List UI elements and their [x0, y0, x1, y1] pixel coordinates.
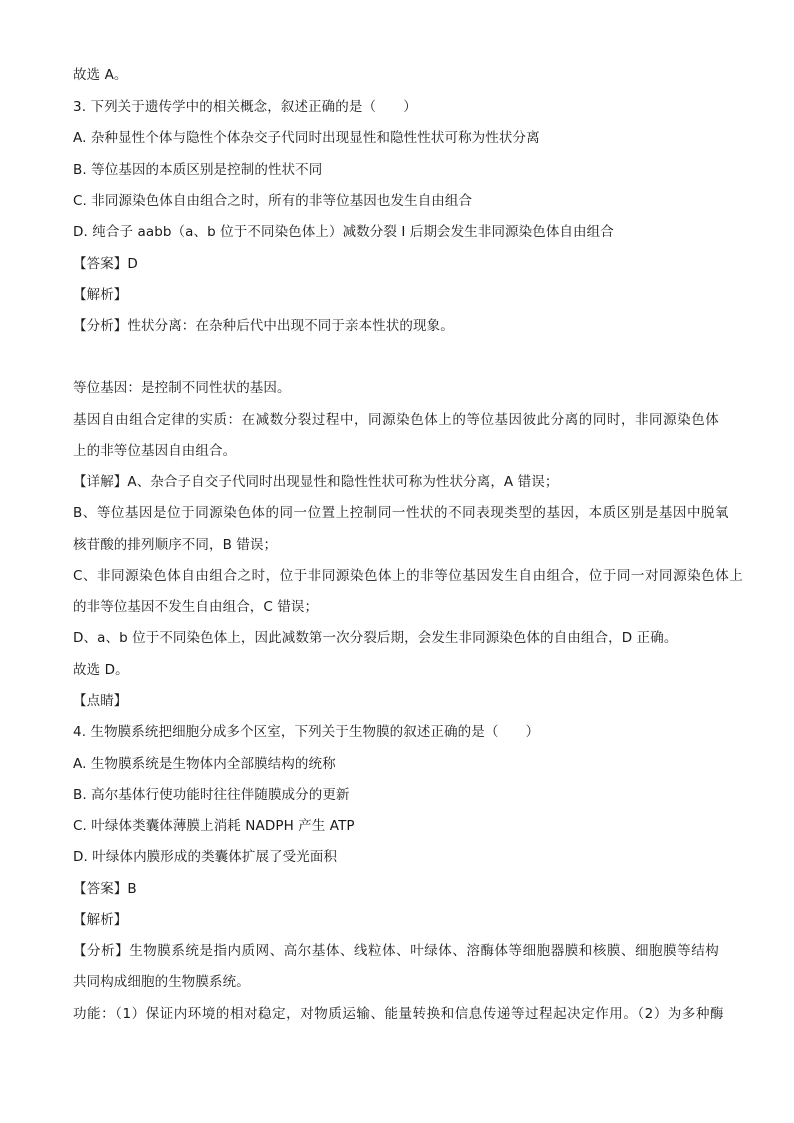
question-3-stem: 3. 下列关于遗传学中的相关概念，叙述正确的是（ ）: [73, 99, 417, 115]
detail-explanation-a: 【详解】A、杂合子自交子代同时出现显性和隐性性状可称为性状分离，A 错误；: [73, 474, 559, 490]
comment-label: 【点睛】: [73, 693, 128, 709]
analysis-label: 【解析】: [73, 912, 128, 928]
question-4-option-a: A. 生物膜系统是生物体内全部膜结构的统称: [73, 756, 336, 772]
question-4-option-d: D. 叶绿体内膜形成的类囊体扩展了受光面积: [73, 849, 338, 865]
question-3-option-d: D. 纯合子 aabb（a、b 位于不同染色体上）减数分裂 I 后期会发生非同源染色体自由组合: [73, 224, 614, 240]
text-line: 基因自由组合定律的实质：在减数分裂过程中，同源染色体上的等位基因彼此分离的同时，非同源染色体: [73, 412, 720, 428]
answer-label: 【答案】B: [73, 881, 137, 897]
text-line: 的非等位基因不发生自由组合，C 错误；: [73, 599, 319, 615]
analysis-text: 【分析】生物膜系统是指内质网、高尔基体、线粒体、叶绿体、溶酶体等细胞器膜和核膜、细胞膜等结构: [73, 943, 720, 959]
question-4-option-c: C. 叶绿体类囊体薄膜上消耗 NADPH 产生 ATP: [73, 818, 355, 834]
text-line: 共同构成细胞的生物膜系统。: [73, 974, 250, 990]
analysis-label: 【解析】: [73, 287, 128, 303]
question-3-option-c: C. 非同源染色体自由组合之时，所有的非等位基因也发生自由组合: [73, 193, 473, 209]
question-4-stem: 4. 生物膜系统把细胞分成多个区室，下列关于生物膜的叙述正确的是（ ）: [73, 724, 540, 740]
text-line: 核苷酸的排列顺序不同，B 错误；: [73, 537, 278, 553]
text-line-conclusion-d: 故选 D。: [73, 662, 129, 678]
text-line-conclusion-a: 故选 A。: [73, 67, 128, 83]
detail-explanation-c: C、非同源染色体自由组合之时，位于非同源染色体上的非等位基因发生自由组合，位于同一对同源染色体上: [73, 568, 744, 584]
function-text: 功能：（1）保证内环境的相对稳定，对物质运输、能量转换和信息传递等过程起决定作用。（2）为多种酶: [73, 1006, 725, 1022]
question-3-option-b: B. 等位基因的本质区别是控制的性状不同: [73, 162, 323, 178]
question-3-option-a: A. 杂种显性个体与隐性个体杂交子代同时出现显性和隐性性状可称为性状分离: [73, 130, 540, 146]
detail-explanation-b: B、等位基因是位于同源染色体的同一位置上控制同一性状的不同表现类型的基因，本质区别是基因中脱氧: [73, 505, 730, 521]
analysis-text: 【分析】性状分离：在杂种后代中出现不同于亲本性状的现象。: [73, 318, 454, 334]
answer-label: 【答案】D: [73, 256, 138, 272]
detail-explanation-d: D、a、b 位于不同染色体上，因此减数第一次分裂后期，会发生非同源染色体的自由组合，D 正确。: [73, 630, 678, 646]
question-4-option-b: B. 高尔基体行使功能时往往伴随膜成分的更新: [73, 787, 350, 803]
text-line: 等位基因：是控制不同性状的基因。: [73, 380, 291, 396]
text-line: 上的非等位基因自由组合。: [73, 443, 237, 459]
